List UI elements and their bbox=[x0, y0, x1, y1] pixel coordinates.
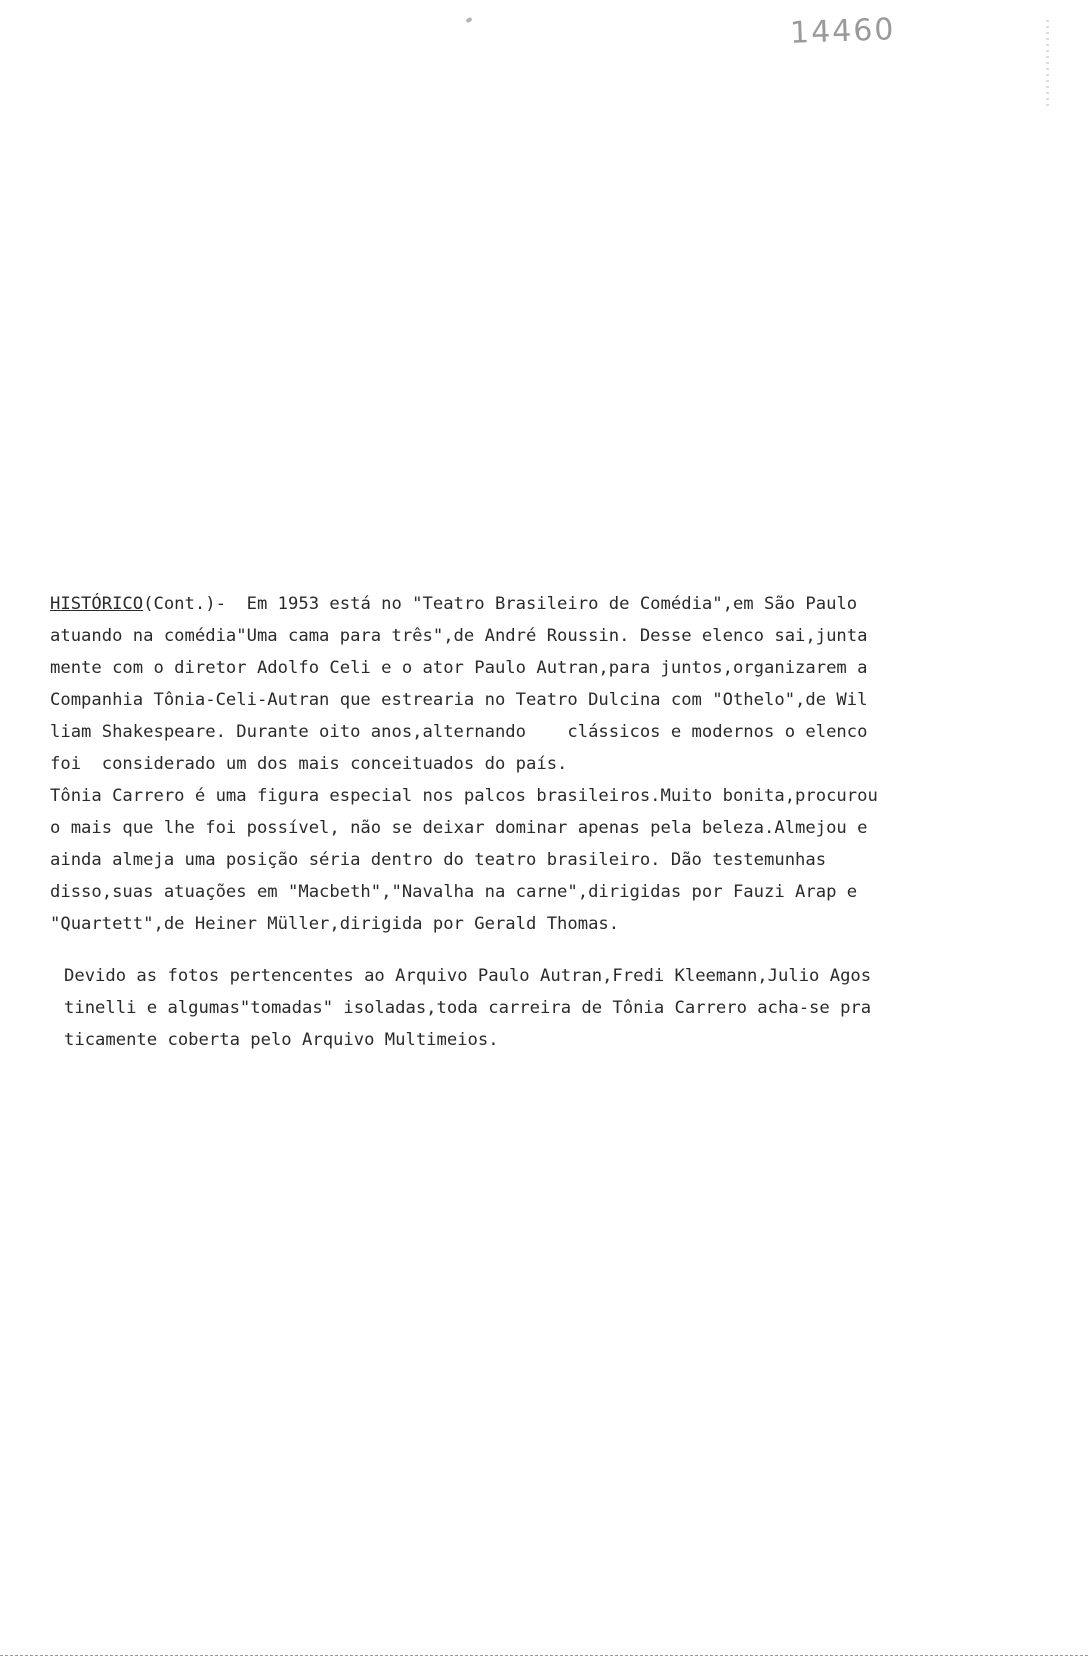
archive-note-paragraph bbox=[64, 960, 914, 1056]
text-line-7: Tônia Carrero é uma figura especial nos palcos brasileiros.Muito bonita,procurou bbox=[50, 786, 878, 806]
text-line-4: Companhia Tônia-Celi-Autran que estrearia no Teatro Dulcina com "Othelo",de Wil bbox=[50, 690, 868, 710]
ink-mark bbox=[465, 17, 472, 23]
note-line-2: tinelli e algumas"tomadas" isoladas,toda carreira de Tônia Carrero acha-se pra bbox=[64, 998, 872, 1018]
text-line-8: o mais que lhe foi possível, não se deixar dominar apenas pela beleza.Almejou e bbox=[50, 818, 868, 838]
text-line-1: HISTÓRICO(Cont.)- Em 1953 está no "Teatro Brasileiro de Comédia",em São Paulo bbox=[50, 594, 858, 614]
text-line-3: mente com o diretor Adolfo Celi e o ator Paulo Autran,para juntos,organizarem a bbox=[50, 658, 868, 678]
text-line-5: liam Shakespeare. Durante oito anos,alternando clássicos e modernos o elenco bbox=[50, 722, 868, 742]
historico-paragraph bbox=[50, 588, 920, 940]
text-line-10: disso,suas atuações em "Macbeth","Navalha na carne",dirigidas por Fauzi Arap e bbox=[50, 882, 858, 902]
note-line-1: Devido as fotos pertencentes ao Arquivo Paulo Autran,Fredi Kleemann,Julio Agos bbox=[64, 966, 872, 986]
page-bottom-rule bbox=[0, 1655, 1088, 1656]
text-line-2: atuando na comédia"Uma cama para três",de André Roussin. Desse elenco sai,junta bbox=[50, 626, 868, 646]
text-line-9: ainda almeja uma posição séria dentro do teatro brasileiro. Dão testemunhas bbox=[50, 850, 827, 870]
archive-number-stamp: 14460 bbox=[789, 12, 897, 51]
section-heading: HISTÓRICO bbox=[50, 594, 144, 614]
note-line-3: ticamente coberta pelo Arquivo Multimeios. bbox=[64, 1030, 499, 1050]
scan-edge-noise bbox=[1046, 20, 1049, 110]
text-line-11: "Quartett",de Heiner Müller,dirigida por Gerald Thomas. bbox=[50, 914, 620, 934]
text-line-6: foi considerado um dos mais conceituados do país. bbox=[50, 754, 568, 774]
